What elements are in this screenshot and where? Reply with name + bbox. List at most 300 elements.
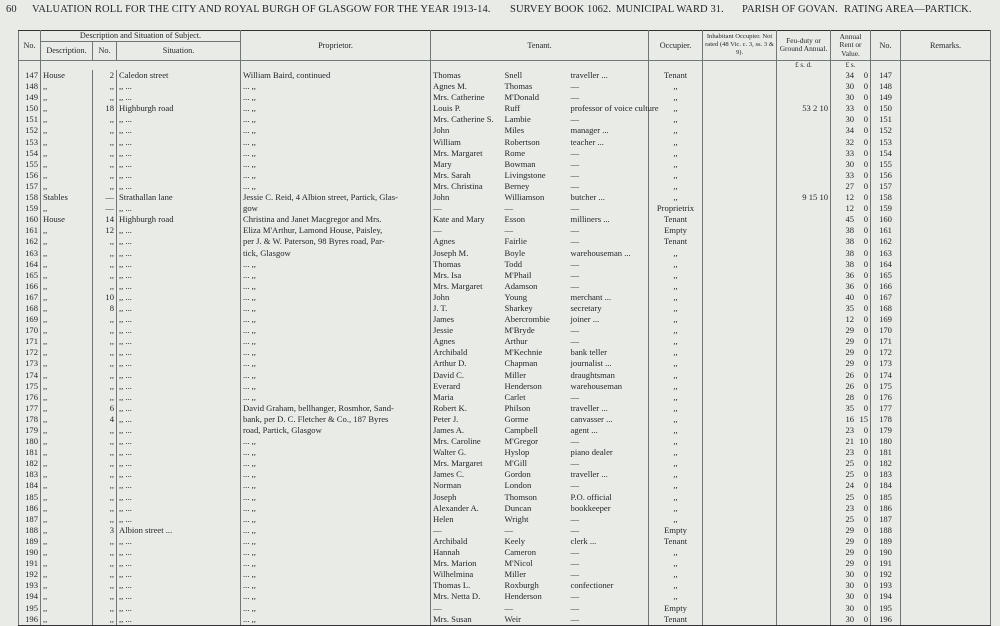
cell-remarks xyxy=(901,125,991,136)
cell-prop: ... ,, xyxy=(241,292,431,303)
cell-occ: ,, xyxy=(649,292,703,303)
cell-occ: ,, xyxy=(649,503,703,514)
rent-shillings: 0 xyxy=(863,391,869,402)
cell-occ: Empty xyxy=(649,525,703,536)
cell-sit: ,, ... xyxy=(117,281,241,292)
cell-desc: ,, xyxy=(41,525,93,536)
cell-prop: ... ,, xyxy=(241,325,431,336)
cell-remarks xyxy=(901,381,991,392)
cell-num: ,, xyxy=(93,514,117,525)
cell-inhabitant xyxy=(703,248,777,259)
cell-n: 183 xyxy=(19,469,41,480)
cell-tf: Mrs. Margaret xyxy=(431,148,503,159)
cell-annual-rent xyxy=(831,503,871,514)
cell-desc: ,, xyxy=(41,270,93,281)
cell-tf: Archibald xyxy=(431,347,503,358)
cell-annual-rent xyxy=(831,381,871,392)
cell-n2: 153 xyxy=(871,137,901,148)
table-row xyxy=(19,347,991,358)
cell-n2: 156 xyxy=(871,170,901,181)
cell-desc: ,, xyxy=(41,514,93,525)
cell-occ: Tenant xyxy=(649,614,703,626)
rent-pounds: 36 xyxy=(845,269,855,280)
cell-n: 184 xyxy=(19,480,41,491)
cell-tf: — xyxy=(431,203,503,214)
cell-ts: Bowman xyxy=(504,158,536,169)
cell-prop: Eliza M'Arthur, Lamond House, Paisley, xyxy=(241,225,431,236)
cell-n2: 181 xyxy=(871,447,901,458)
cell-desc: ,, xyxy=(41,225,93,236)
table-row xyxy=(19,558,991,569)
rent-shillings: 0 xyxy=(863,158,869,169)
cell-num: 14 xyxy=(93,214,117,225)
cell-tocc: — xyxy=(569,236,649,247)
cell-tocc: confectioner xyxy=(569,580,649,591)
cell-feu xyxy=(777,159,831,170)
cell-tf: Helen xyxy=(431,514,503,525)
cell-n2: 170 xyxy=(871,325,901,336)
cell-sit: ,, ... xyxy=(117,558,241,569)
cell-tocc: milliners ... xyxy=(569,214,649,225)
cell-num: 6 xyxy=(93,403,117,414)
cell-num: ,, xyxy=(93,447,117,458)
rent-shillings: 0 xyxy=(863,180,869,191)
cell-remarks xyxy=(901,159,991,170)
rent-pounds: 29 xyxy=(845,558,855,569)
cell-feu xyxy=(777,148,831,159)
rent-shillings: 0 xyxy=(863,236,869,247)
table-row xyxy=(19,236,991,247)
cell-occ: ,, xyxy=(649,248,703,259)
rent-pounds: 29 xyxy=(845,336,855,347)
rent-pounds: 30 xyxy=(845,92,855,103)
cell-occ: ,, xyxy=(649,558,703,569)
cell-inhabitant xyxy=(703,580,777,591)
cell-inhabitant xyxy=(703,447,777,458)
cell-prop: ... ,, xyxy=(241,92,431,103)
cell-ts: Roxburgh xyxy=(504,580,539,591)
rent-shillings: 0 xyxy=(863,325,869,336)
cell-occ: ,, xyxy=(649,325,703,336)
cell-desc: ,, xyxy=(41,392,93,403)
cell-ts: Thomson xyxy=(504,491,537,502)
cell-num: ,, xyxy=(93,591,117,602)
rent-pounds: 29 xyxy=(845,358,855,369)
cell-occ: Tenant xyxy=(649,214,703,225)
cell-annual-rent xyxy=(831,547,871,558)
cell-prop: gow xyxy=(241,203,431,214)
cell-ts: Todd xyxy=(504,258,523,269)
cell-tocc: — xyxy=(569,170,649,181)
cell-occ: Tenant xyxy=(649,236,703,247)
cell-tocc: — xyxy=(569,92,649,103)
cell-sit: ,, ... xyxy=(117,547,241,558)
cell-desc: ,, xyxy=(41,159,93,170)
col-desc-group: Description and Situation of Subject. xyxy=(41,31,241,42)
cell-feu xyxy=(777,370,831,381)
cell-occ: ,, xyxy=(649,469,703,480)
cell-sit: ,, ... xyxy=(117,336,241,347)
cell-tocc: joiner ... xyxy=(569,314,649,325)
cell-remarks xyxy=(901,114,991,125)
cell-annual-rent xyxy=(831,170,871,181)
table-row xyxy=(19,580,991,591)
rent-pounds: 30 xyxy=(845,114,855,125)
cell-remarks xyxy=(901,536,991,547)
cell-annual-rent xyxy=(831,159,871,170)
cell-inhabitant xyxy=(703,125,777,136)
rent-shillings: 0 xyxy=(863,358,869,369)
cell-desc: ,, xyxy=(41,458,93,469)
cell-remarks xyxy=(901,236,991,247)
cell-prop: David Graham, bellhanger, Rosmhor, Sand- xyxy=(241,403,431,414)
cell-feu xyxy=(777,536,831,547)
cell-ts: — xyxy=(504,602,514,613)
cell-desc: ,, xyxy=(41,603,93,614)
table-row xyxy=(19,314,991,325)
cell-sit: ,, ... xyxy=(117,614,241,626)
cell-occ: Empty xyxy=(649,225,703,236)
cell-num: ,, xyxy=(93,536,117,547)
cell-n: 175 xyxy=(19,381,41,392)
col-occupier: Occupier. xyxy=(649,31,703,61)
cell-n2: 174 xyxy=(871,370,901,381)
cell-desc: ,, xyxy=(41,580,93,591)
rent-shillings: 0 xyxy=(863,203,869,214)
cell-tf: Thomas xyxy=(431,70,503,81)
cell-occ: ,, xyxy=(649,303,703,314)
cell-n: 158 xyxy=(19,192,41,203)
cell-sit: ,, ... xyxy=(117,292,241,303)
cell-num: ,, xyxy=(93,81,117,92)
rent-pounds: 30 xyxy=(845,580,855,591)
cell-inhabitant xyxy=(703,214,777,225)
rent-pounds: 30 xyxy=(845,81,855,92)
cell-feu xyxy=(777,81,831,92)
rent-pounds: 24 xyxy=(845,480,855,491)
cell-inhabitant xyxy=(703,203,777,214)
cell-sit: Albion street ... xyxy=(117,525,241,536)
municipal-ward: MUNICIPAL WARD 31. xyxy=(616,4,724,15)
rent-shillings: 0 xyxy=(863,125,869,136)
cell-occ: ,, xyxy=(649,547,703,558)
cell-annual-rent xyxy=(831,580,871,591)
cell-desc: ,, xyxy=(41,292,93,303)
cell-tf: John xyxy=(431,292,503,303)
table-row xyxy=(19,325,991,336)
cell-n2: 160 xyxy=(871,214,901,225)
cell-inhabitant xyxy=(703,81,777,92)
cell-tocc: traveller ... xyxy=(569,70,649,81)
cell-ts: Berney xyxy=(504,180,530,191)
cell-n2: 152 xyxy=(871,125,901,136)
cell-prop: bank, per D. C. Fletcher & Co., 187 Byres xyxy=(241,414,431,425)
cell-desc: ,, xyxy=(41,170,93,181)
cell-remarks xyxy=(901,214,991,225)
cell-annual-rent xyxy=(831,114,871,125)
cell-remarks xyxy=(901,325,991,336)
cell-sit: ,, ... xyxy=(117,259,241,270)
cell-annual-rent xyxy=(831,137,871,148)
cell-tf: John xyxy=(431,192,503,203)
cell-remarks xyxy=(901,447,991,458)
cell-sit: ,, ... xyxy=(117,203,241,214)
cell-remarks xyxy=(901,425,991,436)
cell-feu xyxy=(777,292,831,303)
page-header xyxy=(4,2,994,20)
cell-n: 182 xyxy=(19,458,41,469)
cell-n2: 158 xyxy=(871,192,901,203)
table-row xyxy=(19,114,991,125)
cell-ts: M'Gregor xyxy=(504,436,539,447)
col-description: Description. xyxy=(41,41,93,60)
cell-remarks xyxy=(901,358,991,369)
cell-ts: Campbell xyxy=(504,425,538,435)
cell-n2: 186 xyxy=(871,503,901,514)
rent-pounds: 12 xyxy=(845,203,855,214)
cell-remarks xyxy=(901,480,991,491)
cell-desc: ,, xyxy=(41,281,93,292)
cell-occ: ,, xyxy=(649,103,703,114)
cell-occ: ,, xyxy=(649,569,703,580)
cell-occ: ,, xyxy=(649,436,703,447)
cell-num: ,, xyxy=(93,137,117,148)
rent-pounds: 29 xyxy=(845,347,855,358)
table-row xyxy=(19,414,991,425)
cell-n2: 172 xyxy=(871,347,901,358)
cell-tocc: — xyxy=(569,159,649,170)
cell-num: ,, xyxy=(93,436,117,447)
cell-prop: ... ,, xyxy=(241,159,431,170)
cell-n2: 169 xyxy=(871,314,901,325)
cell-n: 151 xyxy=(19,114,41,125)
cell-tf: David C. xyxy=(431,370,503,381)
cell-desc: ,, xyxy=(41,547,93,558)
cell-ts: Robertson xyxy=(504,136,540,147)
cell-tocc: clerk ... xyxy=(569,536,649,547)
cell-n2: 189 xyxy=(871,536,901,547)
cell-prop: ... ,, xyxy=(241,358,431,369)
cell-desc: ,, xyxy=(41,347,93,358)
cell-feu xyxy=(777,514,831,525)
cell-occ: ,, xyxy=(649,591,703,602)
cell-sit: ,, ... xyxy=(117,148,241,159)
rent-shillings: 0 xyxy=(863,469,869,480)
cell-tocc: butcher ... xyxy=(569,192,649,203)
rent-pounds: 30 xyxy=(845,158,855,169)
cell-prop: ... ,, xyxy=(241,392,431,403)
cell-annual-rent xyxy=(831,81,871,92)
cell-occ: ,, xyxy=(649,492,703,503)
cell-prop: ... ,, xyxy=(241,137,431,148)
rent-pounds: 26 xyxy=(845,380,855,391)
cell-n2: 173 xyxy=(871,358,901,369)
cell-tf: Mrs. Margaret xyxy=(431,281,503,292)
cell-tf: Mrs. Netta D. xyxy=(431,591,503,602)
cell-n: 188 xyxy=(19,525,41,536)
cell-prop: ... ,, xyxy=(241,347,431,358)
cell-annual-rent xyxy=(831,214,871,225)
cell-feu xyxy=(777,248,831,259)
table-row xyxy=(19,603,991,614)
cell-tocc: warehouseman ... xyxy=(569,248,649,259)
rent-shillings: 0 xyxy=(863,247,869,258)
cell-n2: 193 xyxy=(871,580,901,591)
cell-annual-rent xyxy=(831,347,871,358)
cell-tf: — xyxy=(431,225,503,236)
cell-annual-rent xyxy=(831,148,871,159)
cell-num: ,, xyxy=(93,236,117,247)
cell-prop: ... ,, xyxy=(241,81,431,92)
cell-num: ,, xyxy=(93,248,117,259)
rent-pounds: 33 xyxy=(845,103,855,114)
cell-tocc: — xyxy=(569,259,649,270)
cell-num: ,, xyxy=(93,114,117,125)
cell-sit: ,, ... xyxy=(117,248,241,259)
rent-shillings: 0 xyxy=(863,580,869,591)
cell-ts: Ruff xyxy=(504,103,521,114)
cell-tf: — xyxy=(431,603,503,614)
rent-pounds: 35 xyxy=(845,402,855,413)
cell-prop: ... ,, xyxy=(241,469,431,480)
cell-prop: ... ,, xyxy=(241,580,431,591)
cell-tocc: — xyxy=(569,480,649,491)
table-row xyxy=(19,591,991,602)
cell-num: ,, xyxy=(93,370,117,381)
cell-num: ,, xyxy=(93,392,117,403)
cell-n2: 168 xyxy=(871,303,901,314)
cell-ts: Keely xyxy=(504,535,526,546)
cell-inhabitant xyxy=(703,436,777,447)
table-row xyxy=(19,203,991,214)
col-no-2: No. xyxy=(871,31,901,61)
cell-ts: — xyxy=(504,225,514,236)
cell-remarks xyxy=(901,403,991,414)
cell-prop: ... ,, xyxy=(241,503,431,514)
rent-shillings: 0 xyxy=(863,114,869,125)
cell-desc: ,, xyxy=(41,425,93,436)
rent-pounds: 23 xyxy=(845,502,855,513)
rent-pounds: 12 xyxy=(845,314,855,325)
cell-tf: Mrs. Marion xyxy=(431,558,503,569)
cell-annual-rent xyxy=(831,370,871,381)
cell-num: 12 xyxy=(93,225,117,236)
cell-sit: ,, ... xyxy=(117,458,241,469)
rent-shillings: 15 xyxy=(859,413,869,424)
cell-feu xyxy=(777,281,831,292)
rent-pounds: 30 xyxy=(845,591,855,602)
cell-desc: ,, xyxy=(41,181,93,192)
cell-inhabitant xyxy=(703,103,777,114)
cell-tocc: — xyxy=(569,547,649,558)
cell-tf: Agnes xyxy=(431,336,503,347)
rent-shillings: 0 xyxy=(863,280,869,291)
cell-occ: Empty xyxy=(649,603,703,614)
cell-num: ,, xyxy=(93,614,117,626)
cell-n2: 164 xyxy=(871,259,901,270)
cell-sit: ,, ... xyxy=(117,480,241,491)
cell-prop: ... ,, xyxy=(241,381,431,392)
cell-desc: ,, xyxy=(41,591,93,602)
cell-inhabitant xyxy=(703,547,777,558)
cell-sit: ,, ... xyxy=(117,347,241,358)
cell-occ: Tenant xyxy=(649,536,703,547)
cell-inhabitant xyxy=(703,514,777,525)
cell-prop: ... ,, xyxy=(241,303,431,314)
rent-shillings: 0 xyxy=(863,70,869,80)
cell-occ: ,, xyxy=(649,114,703,125)
cell-num: ,, xyxy=(93,480,117,491)
cell-ts: M'Phail xyxy=(504,269,532,280)
cell-occ: ,, xyxy=(649,170,703,181)
cell-feu xyxy=(777,547,831,558)
cell-occ: Proprietrix xyxy=(649,203,703,214)
cell-occ: ,, xyxy=(649,81,703,92)
cell-inhabitant xyxy=(703,425,777,436)
cell-remarks xyxy=(901,525,991,536)
cell-occ: ,, xyxy=(649,392,703,403)
rent-shillings: 0 xyxy=(863,513,869,524)
cell-occ: ,, xyxy=(649,458,703,469)
cell-ts: Abercrombie xyxy=(504,314,550,325)
cell-desc: ,, xyxy=(41,81,93,92)
cell-annual-rent xyxy=(831,603,871,614)
cell-feu xyxy=(777,425,831,436)
cell-feu xyxy=(777,181,831,192)
cell-annual-rent xyxy=(831,270,871,281)
cell-n: 159 xyxy=(19,203,41,214)
table-row xyxy=(19,358,991,369)
rent-pounds: 25 xyxy=(845,513,855,524)
table-row xyxy=(19,103,991,114)
cell-tf: J. T. xyxy=(431,303,503,314)
cell-feu xyxy=(777,414,831,425)
cell-n: 187 xyxy=(19,514,41,525)
cell-inhabitant xyxy=(703,358,777,369)
cell-tf: Louis P. xyxy=(431,103,503,114)
cell-prop: ... ,, xyxy=(241,514,431,525)
cell-tocc: bank teller xyxy=(569,347,649,358)
cell-ts: Thomas xyxy=(504,81,533,92)
cell-n2: 148 xyxy=(871,81,901,92)
cell-inhabitant xyxy=(703,192,777,203)
cell-remarks xyxy=(901,248,991,259)
cell-annual-rent xyxy=(831,248,871,259)
cell-sit: ,, ... xyxy=(117,170,241,181)
cell-tf: Peter J. xyxy=(431,414,503,425)
cell-prop: ... ,, xyxy=(241,536,431,547)
cell-n: 148 xyxy=(19,81,41,92)
cell-num: ,, xyxy=(93,580,117,591)
cell-ts: Sharkey xyxy=(504,302,533,313)
cell-remarks xyxy=(901,580,991,591)
cell-tocc: — xyxy=(569,591,649,602)
col-feu-duty: Feu-duty or Ground Annual. xyxy=(777,31,831,61)
cell-annual-rent xyxy=(831,181,871,192)
cell-sit: ,, ... xyxy=(117,414,241,425)
cell-num: ,, xyxy=(93,325,117,336)
rent-shillings: 0 xyxy=(863,81,869,92)
cell-tf: Arthur D. xyxy=(431,358,503,369)
cell-occ: ,, xyxy=(649,447,703,458)
cell-n2: 188 xyxy=(871,525,901,536)
cell-inhabitant xyxy=(703,170,777,181)
cell-n: 179 xyxy=(19,425,41,436)
cell-feu xyxy=(777,458,831,469)
cell-prop: ... ,, xyxy=(241,270,431,281)
cell-sit: Highburgh road xyxy=(117,103,241,114)
cell-feu xyxy=(777,325,831,336)
